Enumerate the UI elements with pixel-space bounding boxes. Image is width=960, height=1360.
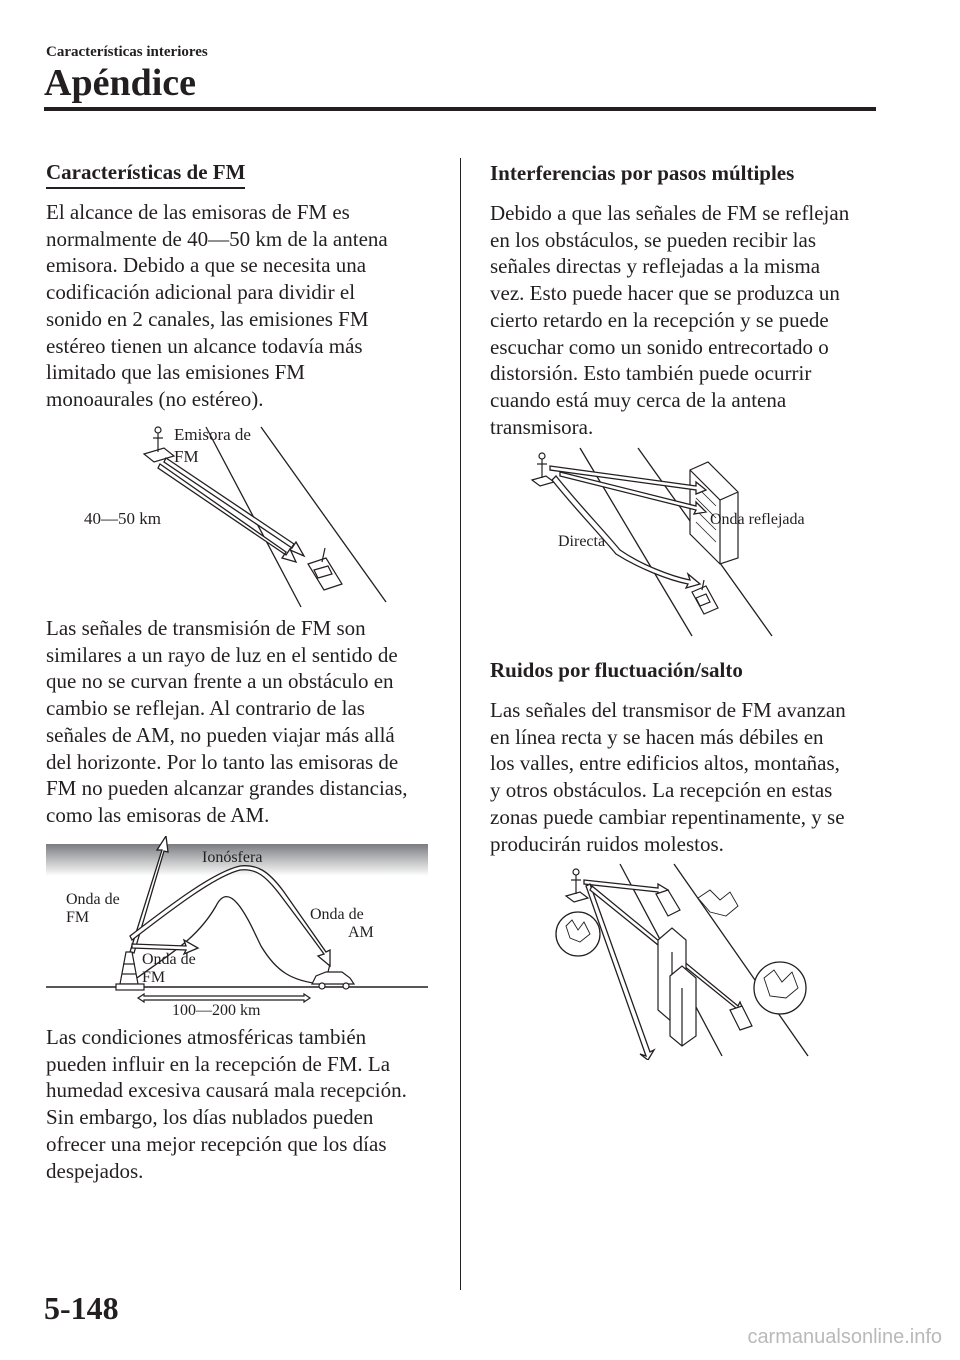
text-line: escuchar como un sonido entrecortado o xyxy=(490,334,829,359)
chapter-title: Apéndice xyxy=(44,62,196,104)
text-line: pueden influir en la recepción de FM. La xyxy=(46,1051,391,1076)
text-line: limitado que las emisiones FM xyxy=(46,360,305,385)
text-line: y otros obstáculos. La recepción en estas xyxy=(490,778,833,803)
text-line: normalmente de 40―50 km de la antena xyxy=(46,226,388,251)
figure-ionosphere xyxy=(46,836,436,1026)
text-line: codificación adicional para dividir el xyxy=(46,280,356,305)
transmitter-tower-icon xyxy=(116,952,144,990)
text-line: los valles, entre edificios altos, montañas, xyxy=(490,751,840,776)
distance-arrow xyxy=(138,994,310,1002)
buildings-icon xyxy=(658,928,696,1046)
figure-noise xyxy=(550,860,820,1060)
antenna-icon xyxy=(566,869,588,902)
section-label: Características interiores xyxy=(46,44,208,60)
road-lines xyxy=(620,864,808,1056)
ionosphere-label: Ionósfera xyxy=(202,849,263,866)
text-line: cierto retardo en la recepción y se puede xyxy=(490,307,829,332)
text-line: humedad excesiva causará mala recepción. xyxy=(46,1078,407,1103)
text-line: sonido en 2 canales, las emisiones FM xyxy=(46,306,369,331)
station-label-2: FM xyxy=(174,447,199,466)
heading-fluctuation-noise: Ruidos por fluctuación/salto xyxy=(490,658,743,682)
paragraph-fm-signal xyxy=(46,615,408,829)
text-line: cambio se reflejan. Al contrario de las xyxy=(46,696,365,721)
text-line: Las condiciones atmosféricas también xyxy=(46,1025,367,1049)
text-line: estéreo tienen un alcance todavía más xyxy=(46,333,363,358)
text-line: Sin embargo, los días nublados pueden xyxy=(46,1105,374,1130)
car-icon xyxy=(312,964,354,989)
text-line: similares a un rayo de luz en el sentido de xyxy=(46,642,398,667)
heading-multipath: Interferencias por pasos múltiples xyxy=(490,161,795,185)
reflected-label: Onda reflejada xyxy=(710,511,805,528)
header-rule xyxy=(44,107,876,111)
text-line: Debido a que las señales de FM se reflejan xyxy=(490,201,850,225)
text-line: señales de AM, no pueden viajar más allá xyxy=(46,722,395,747)
figure-fm-range xyxy=(46,412,446,612)
text-line: despejados. xyxy=(46,1158,144,1183)
text-line: emisora. Debido a que se necesita una xyxy=(46,253,367,278)
fm-wave-label: Onda de xyxy=(66,891,120,908)
am-wave-label-2: AM xyxy=(348,924,374,941)
station-label: Emisora de xyxy=(174,425,251,444)
paragraph-fm-range xyxy=(46,199,388,413)
text-line: cuando está muy cerca de la antena xyxy=(490,387,787,412)
text-line: El alcance de las emisoras de FM es xyxy=(46,200,350,224)
text-line: Las señales de transmisión de FM son xyxy=(46,616,366,640)
fm-low-label: Onda de xyxy=(142,951,196,968)
text-line: vez. Esto puede hacer que se produzca un xyxy=(490,281,840,306)
page-number: 5-148 xyxy=(44,1290,119,1326)
heading-fm-characteristics: Características de FM xyxy=(46,160,245,189)
text-line: zonas puede cambiar repentinamente, y se xyxy=(490,804,845,829)
text-line: del horizonte. Por lo tanto las emisoras de xyxy=(46,749,399,774)
text-line: FM no pueden alcanzar grandes distancias, xyxy=(46,776,408,801)
text-line: señales directas y reflejadas a la misma xyxy=(490,254,821,279)
text-line: distorsión. Esto también puede ocurrir xyxy=(490,361,812,386)
watermark: carmanualsonline.info xyxy=(747,1326,942,1348)
text-line: en línea recta y se hacen más débiles en xyxy=(490,724,824,749)
column-divider xyxy=(460,158,461,1290)
fm-wave-label-2: FM xyxy=(66,909,90,926)
text-line: como las emisoras de AM. xyxy=(46,802,270,827)
text-line: transmisora. xyxy=(490,414,594,439)
text-line: Las señales del transmisor de FM avanzan xyxy=(490,698,846,722)
distance-label: 100―200 km xyxy=(172,1002,261,1019)
paragraph-atmosphere xyxy=(46,1024,407,1184)
paragraph-fluctuation xyxy=(490,697,846,857)
figure-multipath xyxy=(520,446,840,642)
antenna-icon xyxy=(144,427,174,462)
range-label: 40―50 km xyxy=(84,509,161,528)
reflected-wave-arrow xyxy=(550,466,706,514)
direct-label: Directa xyxy=(558,533,606,550)
am-wave-label: Onda de xyxy=(310,906,364,923)
text-line: monoaurales (no estéreo). xyxy=(46,386,264,411)
text-line: que no se curvan frente a un obstáculo en xyxy=(46,669,394,694)
fm-low-label-2: FM xyxy=(142,969,166,986)
paragraph-multipath xyxy=(490,200,849,440)
text-line: ofrecer una mejor recepción que los días xyxy=(46,1131,387,1156)
car-icon xyxy=(308,548,342,590)
text-line: en los obstáculos, se pueden recibir las xyxy=(490,227,816,252)
text-line: producirán ruidos molestos. xyxy=(490,831,724,856)
